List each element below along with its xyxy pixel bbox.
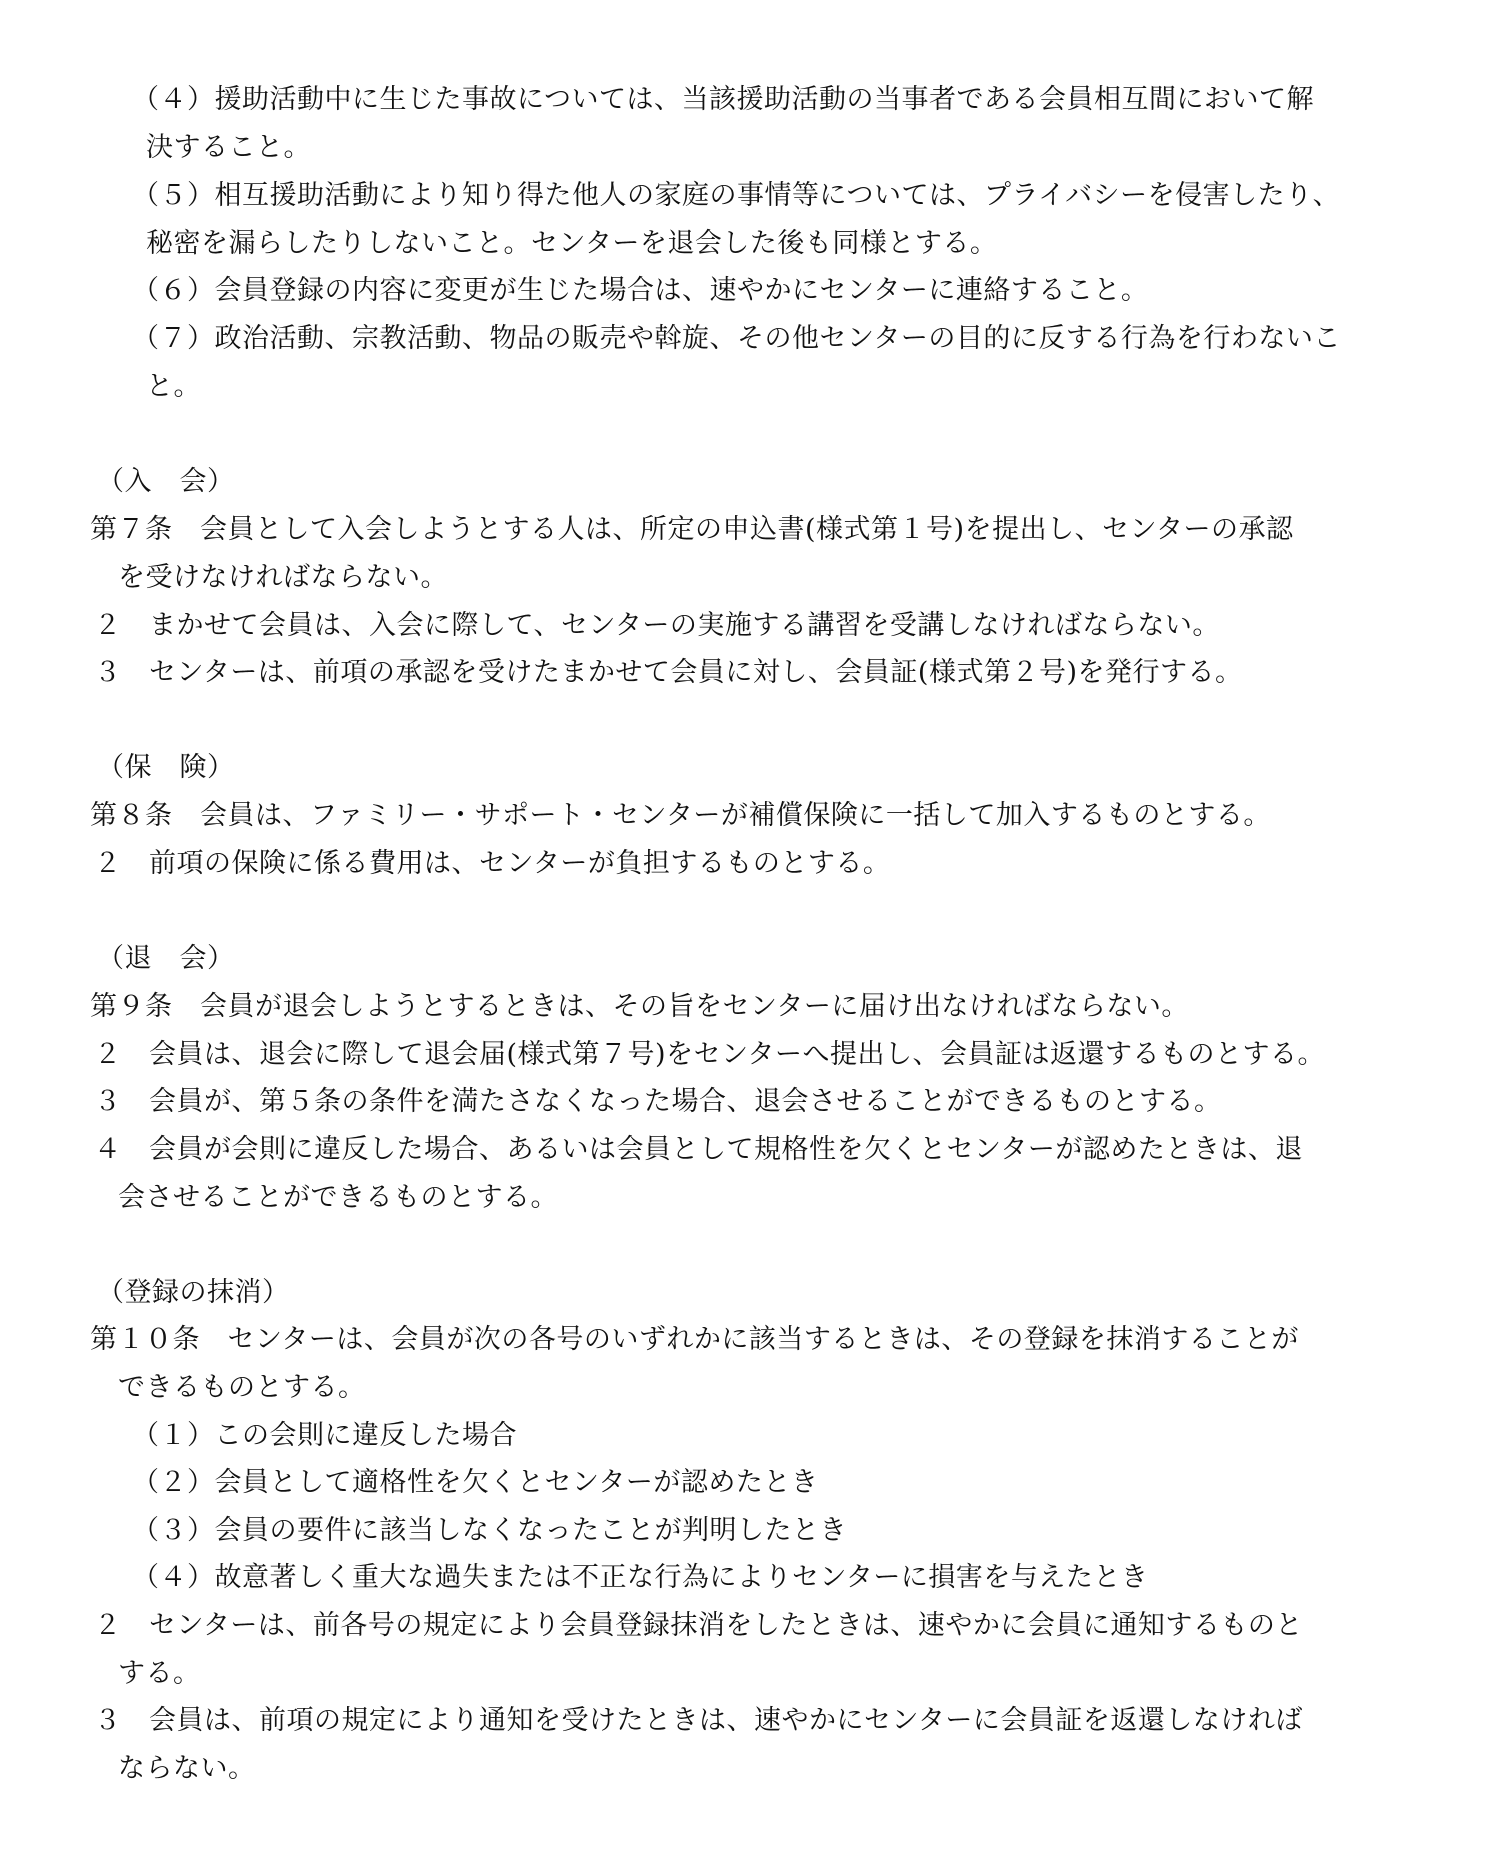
section-heading-admission: （入 会） (97, 466, 235, 497)
item-7-line2: と。 (146, 371, 201, 402)
article-10-para3-line2: ならない。 (118, 1753, 256, 1784)
item-6-line1: （６）会員登録の内容に変更が生じた場合は、速やかにセンターに連絡すること。 (132, 275, 1149, 306)
article-9-para1: 第９条 会員が退会しようとするときは、その旨をセンターに届け出なければならない。 (90, 991, 1189, 1022)
article-10-para3-line1: ３ 会員は、前項の規定により通知を受けたときは、速やかにセンターに会員証を返還しなければ (94, 1705, 1303, 1736)
article-10-item-2: （２）会員として適格性を欠くとセンターが認めたとき (132, 1467, 819, 1498)
article-7-para1-line2: を受けなければならない。 (118, 562, 448, 593)
section-heading-insurance: （保 険） (97, 752, 235, 783)
item-4-line1: （４）援助活動中に生じた事故については、当該援助活動の当事者である会員相互間において解 (132, 84, 1314, 115)
article-7-para2: ２ まかせて会員は、入会に際して、センターの実施する講習を受講しなければならない。 (94, 610, 1220, 641)
article-8-para1: 第８条 会員は、ファミリー・サポート・センターが補償保険に一括して加入するものとする。 (90, 800, 1271, 831)
article-9-para3: ３ 会員が、第５条の条件を満たさなくなった場合、退会させることができるものとする。 (94, 1086, 1222, 1117)
item-5-line1: （５）相互援助活動により知り得た他人の家庭の事情等については、プライバシーを侵害したり、 (132, 180, 1341, 211)
article-7-para1-line1: 第７条 会員として入会しようとする人は、所定の申込書(様式第１号)を提出し、センターの承認 (90, 514, 1294, 545)
article-10-para2-line2: する。 (118, 1658, 201, 1689)
section-heading-deregistration: （登録の抹消） (97, 1277, 290, 1308)
article-9-para4-line2: 会させることができるものとする。 (118, 1182, 558, 1213)
article-9-para4-line1: ４ 会員が会則に違反した場合、あるいは会員として規格性を欠くとセンターが認めたときは、退 (94, 1134, 1303, 1165)
item-4-line2: 決すること。 (146, 132, 311, 163)
article-10-para1-line2: できるものとする。 (118, 1372, 366, 1403)
article-10-item-3: （３）会員の要件に該当しなくなったことが判明したとき (132, 1515, 847, 1546)
item-7-line1: （７）政治活動、宗教活動、物品の販売や斡旋、その他センターの目的に反する行為を行わないこ (132, 323, 1341, 354)
section-heading-withdrawal: （退 会） (97, 943, 235, 974)
article-8-para2: ２ 前項の保険に係る費用は、センターが負担するものとする。 (94, 848, 891, 879)
article-10-para2-line1: ２ センターは、前各号の規定により会員登録抹消をしたときは、速やかに会員に通知するものと (94, 1610, 1303, 1641)
article-7-para3: ３ センターは、前項の承認を受けたまかせて会員に対し、会員証(様式第２号)を発行する。 (94, 657, 1243, 688)
article-10-para1-line1: 第１０条 センターは、会員が次の各号のいずれかに該当するときは、その登録を抹消することが (90, 1324, 1299, 1355)
article-9-para2: ２ 会員は、退会に際して退会届(様式第７号)をセンターへ提出し、会員証は返還するものとする。 (94, 1039, 1325, 1070)
article-10-item-4: （４）故意著しく重大な過失または不正な行為によりセンターに損害を与えたとき (132, 1562, 1149, 1593)
item-5-line2: 秘密を漏らしたりしないこと。センターを退会した後も同様とする。 (146, 228, 998, 259)
article-10-item-1: （１）この会則に違反した場合 (132, 1420, 517, 1451)
